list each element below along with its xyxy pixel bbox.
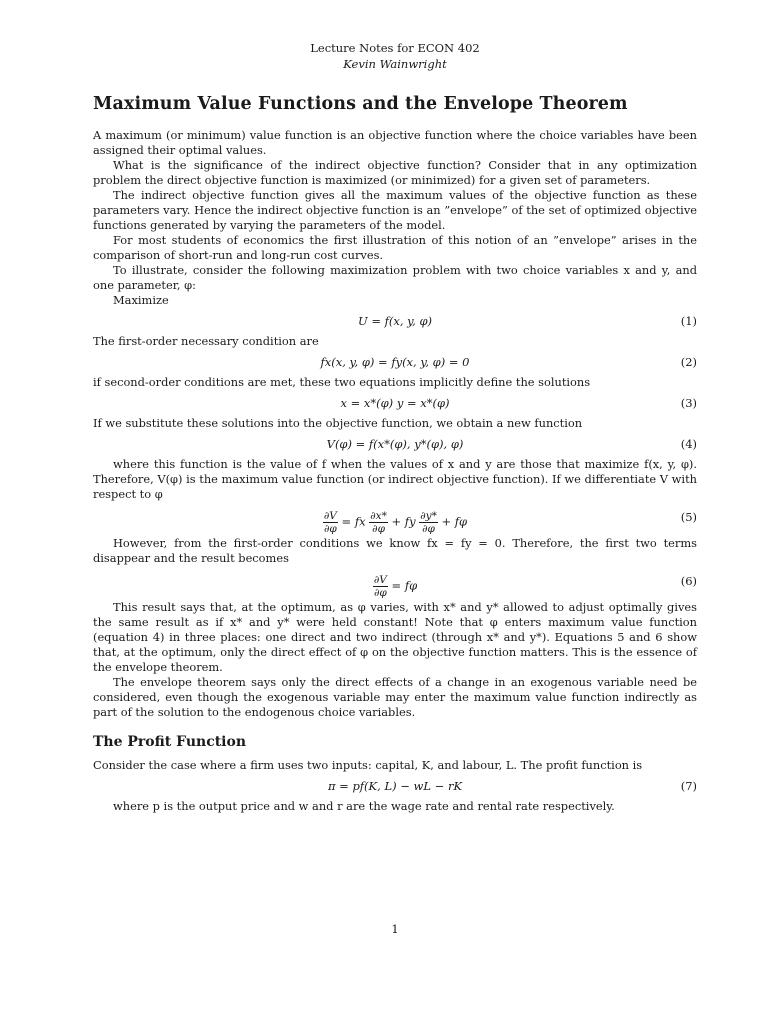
fraction-dv-dphi: $\frac{\partial V}{\partial\varphi}$ — [323, 510, 337, 535]
equation-1-number: (1) — [680, 314, 697, 328]
equation-5-number: (5) — [680, 510, 697, 524]
equation-4-body: V(φ) = f(x*(φ), y*(φ), φ) — [326, 437, 464, 451]
paragraph-5: To illustrate, consider the following maximization problem with two choice variables x and y, and one parameter, φ: — [93, 263, 697, 292]
fraction-dx-dphi: $\frac{\partial x*}{\partial\varphi}$ — [370, 510, 387, 535]
equation-3-number: (3) — [680, 396, 697, 410]
paragraph-3: The indirect objective function gives all the maximum values of the objective function as these parameters vary. Hence the indirect objective function is an ”envelope” of the set of optimized objective functions generated by varying the parameters of the model. — [93, 188, 697, 232]
header — [93, 40, 697, 72]
page-title: Maximum Value Functions and the Envelope Theorem — [93, 94, 628, 114]
equation-2-number: (2) — [680, 355, 697, 369]
paragraph-4: For most students of economics the first illustration of this notion of an ”envelope” arises in the comparison of short-run and long-run cost curves. — [93, 233, 697, 262]
equation-7 — [93, 773, 697, 799]
equation-7-number: (7) — [680, 779, 697, 793]
document-page — [93, 40, 697, 936]
equation-6-number: (6) — [680, 574, 697, 588]
fraction-dy-dphi: $\frac{\partial y*}{\partial\varphi}$ — [420, 510, 437, 535]
equation-1 — [93, 308, 697, 334]
paragraph-12: This result says that, at the optimum, as φ varies, with x* and y* allowed to adjust optimally gives the same result as if x* and y* were held constant! Note that φ enters maximum value function (equation 4) in three places: one direct and two indirect (through x* and y*). Equations 5 and 6 show that, at the optimum, only the direct effect of φ on the objective function matters. This is the essence of the envelope theorem. — [93, 600, 697, 674]
equation-7-body: π = pf(K, L) − wL − rK — [327, 779, 463, 793]
page-number: 1 — [391, 922, 399, 936]
fraction-dv-dphi-2: $\frac{\partial V}{\partial\varphi}$ — [373, 574, 387, 599]
paragraph-2: What is the significance of the indirect objective function? Consider that in any optimization problem the direct objective function is maximized (or minimized) for a given set of parameters. — [93, 158, 697, 187]
paragraph-11: However, from the first-order conditions we know fx = fy = 0. Therefore, the first two terms disappear and the result becomes — [93, 536, 697, 565]
paragraph-8: if second-order conditions are met, these two equations implicitly define the solutions — [93, 375, 591, 389]
equation-1-body: U = f(x, y, φ) — [358, 314, 432, 328]
paragraph-9: If we substitute these solutions into the objective function, we obtain a new function — [93, 416, 583, 430]
paragraph-10: where this function is the value of f when the values of x and y are those that maximize f(x, y, φ). Therefore, V(φ) is the maximum value function (or indirect objective function). If we differentiate V with respect to φ — [93, 457, 697, 501]
paragraph-15: where p is the output price and w and r are the wage rate and rental rate respectively. — [113, 799, 615, 813]
equation-4 — [93, 431, 697, 457]
equation-3 — [93, 390, 697, 416]
equation-4-number: (4) — [680, 437, 697, 451]
equation-6 — [93, 566, 697, 600]
author-name: Kevin Wainwright — [343, 57, 447, 71]
paragraph-1: A maximum (or minimum) value function is an objective function where the choice variables have been assigned their optimal values. — [93, 128, 697, 157]
equation-6-body: $\frac{\partial V}{\partial\varphi}$ = fφ — [373, 574, 418, 599]
equation-5-body: $\frac{\partial V}{\partial\varphi}$ = fx $\frac{\partial x*}{\partial\varphi}$ + fy $\frac{\partial y*}{\partial\varphi}$ + fφ — [323, 510, 468, 535]
paragraph-6: Maximize — [113, 293, 169, 307]
equation-2-body: fx(x, y, φ) = fy(x, y, φ) = 0 — [320, 355, 470, 369]
paragraph-7: The first-order necessary condition are — [93, 334, 319, 348]
equation-2 — [93, 349, 697, 375]
section-title-profit-function: The Profit Function — [93, 734, 247, 750]
course-title: Lecture Notes for ECON 402 — [310, 41, 480, 55]
paragraph-13: The envelope theorem says only the direct effects of a change in an exogenous variable need be considered, even though the exogenous variable may enter the maximum value function indirectly as part of the solution to the endogenous choice variables. — [93, 675, 697, 719]
paragraph-14: Consider the case where a firm uses two inputs: capital, K, and labour, L. The profit function is — [93, 758, 643, 772]
equation-5 — [93, 502, 697, 536]
equation-3-body: x = x*(φ) y = x*(φ) — [340, 396, 450, 410]
